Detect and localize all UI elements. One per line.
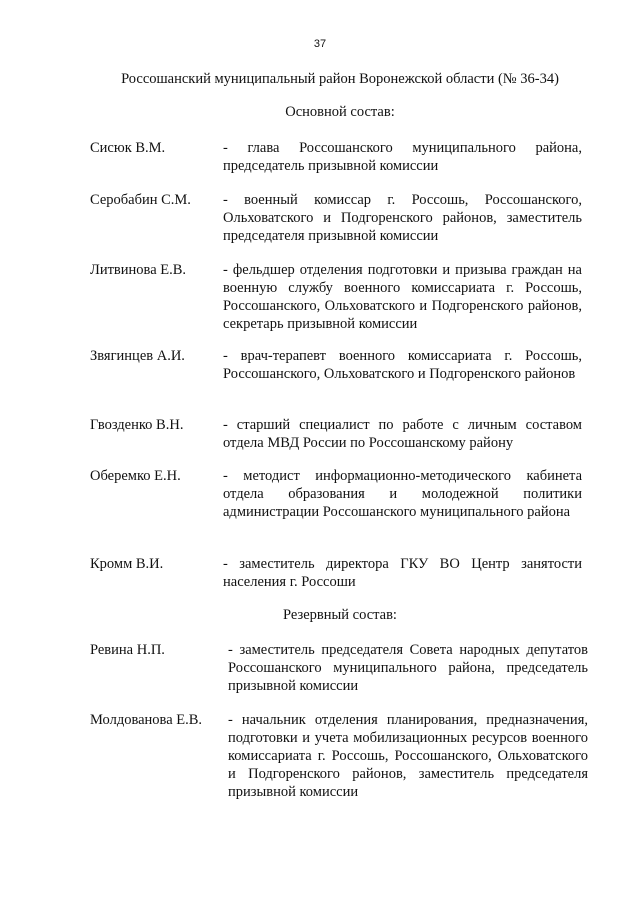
member-name: Сисюк В.М. [90, 140, 166, 156]
member-name: Серобабин С.М. [90, 192, 191, 208]
member-role: - глава Россошанского муниципального района, председатель призывной комиссии [223, 140, 582, 174]
member-name: Кромм В.И. [90, 556, 164, 572]
member-role: - заместитель председателя Совета народных депутатов Россошанского муниципального района, председатель призывной комиссии [228, 642, 588, 694]
member-name: Гвозденко В.Н. [90, 417, 184, 433]
member-name: Литвинова Е.В. [90, 262, 187, 278]
document-title: Россошанский муниципальный район Воронежской области (№ 36-34) [121, 71, 559, 87]
member-name: Ревина Н.П. [90, 642, 165, 658]
member-role: - старший специалист по работе с личным составом отдела МВД России по Россошанскому району [223, 417, 582, 451]
page-number: 37 [313, 38, 327, 50]
member-role: - методист информационно-методического кабинета отдела образования и молодежной политики администрации Россошанского муниципального района [223, 468, 582, 520]
member-name: Молдованова Е.В. [90, 712, 203, 728]
member-name: Звягинцев А.И. [90, 348, 185, 364]
member-role: - военный комиссар г. Россошь, Россошанского, Ольховатского и Подгоренского районов, заместитель председателя призывной комиссии [223, 192, 582, 244]
member-role: - фельдшер отделения подготовки и призыва граждан на военную службу военного комиссариата г. Россошь, Россошанского, Ольховатского и Подгоренского районов, секретарь призывной комиссии [223, 262, 582, 332]
member-role: - врач-терапевт военного комиссариата г. Россошь, Россошанского, Ольховатского и Подгоренского районов [223, 348, 582, 382]
member-role: - начальник отделения планирования, предназначения, подготовки и учета мобилизационных ресурсов военного комиссариата г. Россошь, Россошанского, Ольховатского и Подгоренского районов, заместитель председателя призывной комиссии [228, 712, 588, 800]
member-name: Оберемко Е.Н. [90, 468, 181, 484]
member-role: - заместитель директора ГКУ ВО Центр занятости населения г. Россоши [223, 556, 582, 590]
main-composition-heading: Основной состав: [285, 104, 395, 120]
reserve-composition-heading: Резервный состав: [283, 607, 397, 623]
